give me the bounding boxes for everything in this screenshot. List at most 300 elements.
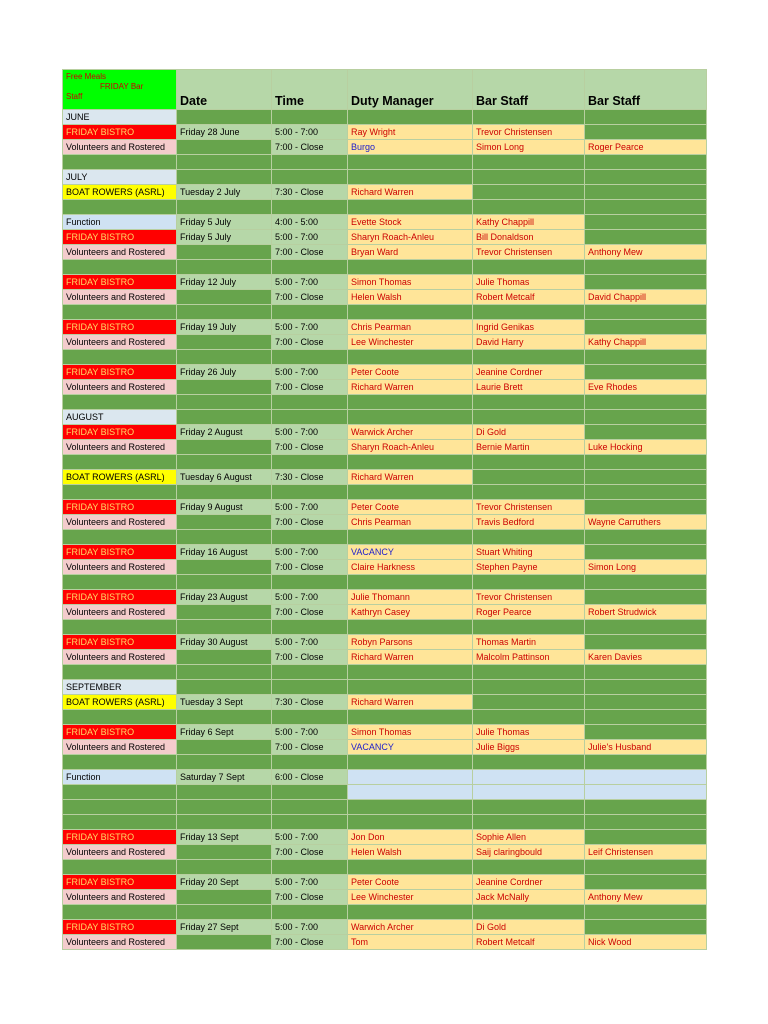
event-label-cell[interactable]: Volunteers and Rostered bbox=[63, 380, 177, 395]
event-label-cell[interactable] bbox=[63, 155, 177, 170]
bar-staff-1-cell[interactable]: Thomas Martin bbox=[473, 635, 585, 650]
bar-staff-1-cell[interactable]: Julie Thomas bbox=[473, 275, 585, 290]
time-cell[interactable]: 7:00 - Close bbox=[272, 245, 348, 260]
bar-staff-2-cell[interactable]: Karen Davies bbox=[585, 650, 707, 665]
bar-staff-1-cell[interactable] bbox=[473, 770, 585, 785]
time-cell[interactable] bbox=[272, 755, 348, 770]
bar-staff-1-cell[interactable]: Malcolm Pattinson bbox=[473, 650, 585, 665]
date-cell[interactable]: Friday 23 August bbox=[177, 590, 272, 605]
bar-staff-2-cell[interactable]: Roger Pearce bbox=[585, 140, 707, 155]
event-label-cell[interactable]: Volunteers and Rostered bbox=[63, 845, 177, 860]
time-cell[interactable]: 5:00 - 7:00 bbox=[272, 725, 348, 740]
duty-manager-cell[interactable]: Bryan Ward bbox=[348, 245, 473, 260]
duty-manager-cell[interactable]: Helen Walsh bbox=[348, 845, 473, 860]
date-cell[interactable] bbox=[177, 710, 272, 725]
bar-staff-1-cell[interactable]: Di Gold bbox=[473, 425, 585, 440]
event-label-cell[interactable]: Volunteers and Rostered bbox=[63, 290, 177, 305]
bar-staff-1-cell[interactable]: Travis Bedford bbox=[473, 515, 585, 530]
time-cell[interactable]: 5:00 - 7:00 bbox=[272, 365, 348, 380]
date-cell[interactable] bbox=[177, 650, 272, 665]
date-cell[interactable] bbox=[177, 680, 272, 695]
bar-staff-1-cell[interactable]: Jeanine Cordner bbox=[473, 875, 585, 890]
date-cell[interactable] bbox=[177, 395, 272, 410]
time-cell[interactable]: 5:00 - 7:00 bbox=[272, 275, 348, 290]
date-cell[interactable] bbox=[177, 560, 272, 575]
event-label-cell[interactable]: FRIDAY BISTRO bbox=[63, 230, 177, 245]
bar-staff-2-cell[interactable] bbox=[585, 170, 707, 185]
duty-manager-cell[interactable] bbox=[348, 575, 473, 590]
duty-manager-cell[interactable]: Robyn Parsons bbox=[348, 635, 473, 650]
date-cell[interactable]: Friday 12 July bbox=[177, 275, 272, 290]
time-cell[interactable]: 5:00 - 7:00 bbox=[272, 545, 348, 560]
duty-manager-cell[interactable]: Richard Warren bbox=[348, 695, 473, 710]
time-cell[interactable] bbox=[272, 110, 348, 125]
bar-staff-2-cell[interactable] bbox=[585, 470, 707, 485]
bar-staff-2-cell[interactable] bbox=[585, 110, 707, 125]
duty-manager-cell[interactable]: Kathryn Casey bbox=[348, 605, 473, 620]
time-cell[interactable]: 7:00 - Close bbox=[272, 605, 348, 620]
time-cell[interactable]: 5:00 - 7:00 bbox=[272, 635, 348, 650]
event-label-cell[interactable] bbox=[63, 455, 177, 470]
date-cell[interactable] bbox=[177, 890, 272, 905]
bar-staff-1-cell[interactable]: Saij claringbould bbox=[473, 845, 585, 860]
date-cell[interactable]: Friday 20 Sept bbox=[177, 875, 272, 890]
duty-manager-cell[interactable]: Peter Coote bbox=[348, 500, 473, 515]
duty-manager-cell[interactable] bbox=[348, 305, 473, 320]
bar-staff-2-cell[interactable]: Kathy Chappill bbox=[585, 335, 707, 350]
date-cell[interactable] bbox=[177, 845, 272, 860]
date-cell[interactable]: Friday 6 Sept bbox=[177, 725, 272, 740]
time-cell[interactable]: 7:00 - Close bbox=[272, 515, 348, 530]
event-label-cell[interactable] bbox=[63, 395, 177, 410]
time-cell[interactable] bbox=[272, 665, 348, 680]
duty-manager-cell[interactable]: Chris Pearman bbox=[348, 320, 473, 335]
duty-manager-cell[interactable]: Lee Winchester bbox=[348, 335, 473, 350]
bar-staff-2-cell[interactable]: Leif Christensen bbox=[585, 845, 707, 860]
bar-staff-1-cell[interactable]: Julie Thomas bbox=[473, 725, 585, 740]
event-label-cell[interactable]: Volunteers and Rostered bbox=[63, 335, 177, 350]
time-cell[interactable]: 7:00 - Close bbox=[272, 845, 348, 860]
date-cell[interactable] bbox=[177, 305, 272, 320]
time-cell[interactable]: 6:00 - Close bbox=[272, 770, 348, 785]
bar-staff-2-cell[interactable] bbox=[585, 125, 707, 140]
bar-staff-1-cell[interactable]: Jeanine Cordner bbox=[473, 365, 585, 380]
event-label-cell[interactable] bbox=[63, 755, 177, 770]
bar-staff-2-cell[interactable] bbox=[585, 830, 707, 845]
date-cell[interactable] bbox=[177, 245, 272, 260]
duty-manager-cell[interactable]: Chris Pearman bbox=[348, 515, 473, 530]
time-cell[interactable]: 5:00 - 7:00 bbox=[272, 230, 348, 245]
bar-staff-1-cell[interactable]: Trevor Christensen bbox=[473, 245, 585, 260]
bar-staff-2-cell[interactable] bbox=[585, 695, 707, 710]
time-cell[interactable] bbox=[272, 395, 348, 410]
duty-manager-cell[interactable] bbox=[348, 260, 473, 275]
duty-manager-cell[interactable] bbox=[348, 530, 473, 545]
event-label-cell[interactable]: FRIDAY BISTRO bbox=[63, 590, 177, 605]
time-cell[interactable] bbox=[272, 860, 348, 875]
duty-manager-cell[interactable] bbox=[348, 755, 473, 770]
bar-staff-1-cell[interactable]: Roger Pearce bbox=[473, 605, 585, 620]
event-label-cell[interactable]: SEPTEMBER bbox=[63, 680, 177, 695]
date-cell[interactable]: Tuesday 6 August bbox=[177, 470, 272, 485]
time-cell[interactable]: 7:00 - Close bbox=[272, 335, 348, 350]
date-cell[interactable] bbox=[177, 110, 272, 125]
duty-manager-cell[interactable] bbox=[348, 620, 473, 635]
date-cell[interactable] bbox=[177, 935, 272, 950]
event-label-cell[interactable]: FRIDAY BISTRO bbox=[63, 125, 177, 140]
bar-staff-1-cell[interactable]: Laurie Brett bbox=[473, 380, 585, 395]
duty-manager-cell[interactable] bbox=[348, 860, 473, 875]
bar-staff-1-cell[interactable]: Stuart Whiting bbox=[473, 545, 585, 560]
bar-staff-2-cell[interactable]: Luke Hocking bbox=[585, 440, 707, 455]
event-label-cell[interactable]: FRIDAY BISTRO bbox=[63, 320, 177, 335]
duty-manager-cell[interactable] bbox=[348, 485, 473, 500]
duty-manager-cell[interactable]: Simon Thomas bbox=[348, 275, 473, 290]
date-cell[interactable] bbox=[177, 515, 272, 530]
date-cell[interactable]: Friday 28 June bbox=[177, 125, 272, 140]
date-cell[interactable] bbox=[177, 350, 272, 365]
date-cell[interactable] bbox=[177, 260, 272, 275]
bar-staff-2-cell[interactable] bbox=[585, 800, 707, 815]
bar-staff-2-cell[interactable]: Anthony Mew bbox=[585, 245, 707, 260]
bar-staff-2-cell[interactable]: Nick Wood bbox=[585, 935, 707, 950]
bar-staff-2-cell[interactable] bbox=[585, 875, 707, 890]
duty-manager-cell[interactable] bbox=[348, 710, 473, 725]
time-cell[interactable]: 7:00 - Close bbox=[272, 290, 348, 305]
bar-staff-2-cell[interactable] bbox=[585, 200, 707, 215]
time-cell[interactable] bbox=[272, 170, 348, 185]
bar-staff-1-cell[interactable] bbox=[473, 395, 585, 410]
event-label-cell[interactable]: FRIDAY BISTRO bbox=[63, 500, 177, 515]
duty-manager-cell[interactable]: Jon Don bbox=[348, 830, 473, 845]
duty-manager-cell[interactable]: Warwick Archer bbox=[348, 425, 473, 440]
bar-staff-1-cell[interactable] bbox=[473, 110, 585, 125]
event-label-cell[interactable]: Volunteers and Rostered bbox=[63, 935, 177, 950]
time-cell[interactable]: 7:00 - Close bbox=[272, 650, 348, 665]
event-label-cell[interactable] bbox=[63, 710, 177, 725]
bar-staff-2-cell[interactable]: Wayne Carruthers bbox=[585, 515, 707, 530]
bar-staff-1-cell[interactable] bbox=[473, 860, 585, 875]
bar-staff-2-cell[interactable]: Robert Strudwick bbox=[585, 605, 707, 620]
event-label-cell[interactable]: FRIDAY BISTRO bbox=[63, 875, 177, 890]
event-label-cell[interactable] bbox=[63, 200, 177, 215]
time-cell[interactable] bbox=[272, 155, 348, 170]
duty-manager-cell[interactable]: Helen Walsh bbox=[348, 290, 473, 305]
bar-staff-2-cell[interactable] bbox=[585, 215, 707, 230]
bar-staff-2-cell[interactable]: Eve Rhodes bbox=[585, 380, 707, 395]
event-label-cell[interactable]: FRIDAY BISTRO bbox=[63, 365, 177, 380]
time-cell[interactable]: 7:00 - Close bbox=[272, 935, 348, 950]
event-label-cell[interactable]: BOAT ROWERS (ASRL) bbox=[63, 695, 177, 710]
time-cell[interactable]: 5:00 - 7:00 bbox=[272, 125, 348, 140]
bar-staff-2-cell[interactable] bbox=[585, 725, 707, 740]
bar-staff-2-cell[interactable] bbox=[585, 755, 707, 770]
duty-manager-cell[interactable]: Warwich Archer bbox=[348, 920, 473, 935]
duty-manager-cell[interactable]: Ray Wright bbox=[348, 125, 473, 140]
duty-manager-cell[interactable]: Simon Thomas bbox=[348, 725, 473, 740]
bar-staff-2-cell[interactable] bbox=[585, 665, 707, 680]
header-bar-staff-2[interactable]: Bar Staff bbox=[585, 70, 707, 110]
date-cell[interactable] bbox=[177, 200, 272, 215]
event-label-cell[interactable] bbox=[63, 350, 177, 365]
bar-staff-1-cell[interactable]: Trevor Christensen bbox=[473, 590, 585, 605]
time-cell[interactable]: 5:00 - 7:00 bbox=[272, 500, 348, 515]
date-cell[interactable] bbox=[177, 575, 272, 590]
event-label-cell[interactable] bbox=[63, 815, 177, 830]
bar-staff-2-cell[interactable] bbox=[585, 155, 707, 170]
bar-staff-2-cell[interactable] bbox=[585, 575, 707, 590]
event-label-cell[interactable] bbox=[63, 800, 177, 815]
header-time[interactable]: Time bbox=[272, 70, 348, 110]
bar-staff-1-cell[interactable]: Trevor Christensen bbox=[473, 500, 585, 515]
event-label-cell[interactable]: Function bbox=[63, 770, 177, 785]
date-cell[interactable] bbox=[177, 620, 272, 635]
date-cell[interactable] bbox=[177, 485, 272, 500]
duty-manager-cell[interactable] bbox=[348, 200, 473, 215]
bar-staff-2-cell[interactable] bbox=[585, 485, 707, 500]
duty-manager-cell[interactable] bbox=[348, 455, 473, 470]
date-cell[interactable]: Tuesday 3 Sept bbox=[177, 695, 272, 710]
date-cell[interactable]: Friday 5 July bbox=[177, 215, 272, 230]
date-cell[interactable] bbox=[177, 785, 272, 800]
bar-staff-2-cell[interactable] bbox=[585, 620, 707, 635]
bar-staff-1-cell[interactable]: Bernie Martin bbox=[473, 440, 585, 455]
event-label-cell[interactable] bbox=[63, 905, 177, 920]
duty-manager-cell[interactable]: Richard Warren bbox=[348, 380, 473, 395]
bar-staff-1-cell[interactable] bbox=[473, 575, 585, 590]
time-cell[interactable]: 7:30 - Close bbox=[272, 695, 348, 710]
time-cell[interactable] bbox=[272, 305, 348, 320]
bar-staff-1-cell[interactable] bbox=[473, 155, 585, 170]
duty-manager-cell[interactable] bbox=[348, 815, 473, 830]
header-date[interactable]: Date bbox=[177, 70, 272, 110]
time-cell[interactable]: 7:00 - Close bbox=[272, 140, 348, 155]
bar-staff-1-cell[interactable] bbox=[473, 470, 585, 485]
bar-staff-2-cell[interactable] bbox=[585, 500, 707, 515]
header-duty-manager[interactable]: Duty Manager bbox=[348, 70, 473, 110]
duty-manager-cell[interactable]: Tom bbox=[348, 935, 473, 950]
bar-staff-1-cell[interactable]: Ingrid Genikas bbox=[473, 320, 585, 335]
date-cell[interactable] bbox=[177, 140, 272, 155]
duty-manager-cell[interactable]: Richard Warren bbox=[348, 470, 473, 485]
time-cell[interactable] bbox=[272, 410, 348, 425]
bar-staff-1-cell[interactable] bbox=[473, 680, 585, 695]
date-cell[interactable] bbox=[177, 335, 272, 350]
time-cell[interactable] bbox=[272, 815, 348, 830]
duty-manager-cell[interactable] bbox=[348, 350, 473, 365]
bar-staff-1-cell[interactable] bbox=[473, 455, 585, 470]
event-label-cell[interactable]: FRIDAY BISTRO bbox=[63, 545, 177, 560]
bar-staff-2-cell[interactable] bbox=[585, 365, 707, 380]
time-cell[interactable] bbox=[272, 680, 348, 695]
bar-staff-1-cell[interactable]: Stephen Payne bbox=[473, 560, 585, 575]
event-label-cell[interactable]: Volunteers and Rostered bbox=[63, 605, 177, 620]
bar-staff-2-cell[interactable] bbox=[585, 260, 707, 275]
time-cell[interactable] bbox=[272, 800, 348, 815]
bar-staff-1-cell[interactable]: Simon Long bbox=[473, 140, 585, 155]
event-label-cell[interactable]: FRIDAY BISTRO bbox=[63, 425, 177, 440]
date-cell[interactable]: Saturday 7 Sept bbox=[177, 770, 272, 785]
event-label-cell[interactable]: JULY bbox=[63, 170, 177, 185]
bar-staff-1-cell[interactable]: Trevor Christensen bbox=[473, 125, 585, 140]
bar-staff-1-cell[interactable]: Kathy Chappill bbox=[473, 215, 585, 230]
event-label-cell[interactable] bbox=[63, 530, 177, 545]
bar-staff-2-cell[interactable] bbox=[585, 185, 707, 200]
duty-manager-cell[interactable]: Richard Warren bbox=[348, 650, 473, 665]
duty-manager-cell[interactable]: Sharyn Roach-Anleu bbox=[348, 230, 473, 245]
duty-manager-cell[interactable] bbox=[348, 410, 473, 425]
event-label-cell[interactable]: FRIDAY BISTRO bbox=[63, 275, 177, 290]
time-cell[interactable]: 7:00 - Close bbox=[272, 740, 348, 755]
bar-staff-2-cell[interactable] bbox=[585, 305, 707, 320]
event-label-cell[interactable]: JUNE bbox=[63, 110, 177, 125]
bar-staff-2-cell[interactable]: David Chappill bbox=[585, 290, 707, 305]
duty-manager-cell[interactable] bbox=[348, 665, 473, 680]
time-cell[interactable]: 5:00 - 7:00 bbox=[272, 920, 348, 935]
bar-staff-2-cell[interactable] bbox=[585, 785, 707, 800]
bar-staff-1-cell[interactable] bbox=[473, 410, 585, 425]
bar-staff-1-cell[interactable] bbox=[473, 815, 585, 830]
event-label-cell[interactable] bbox=[63, 485, 177, 500]
event-label-cell[interactable]: FRIDAY BISTRO bbox=[63, 725, 177, 740]
bar-staff-2-cell[interactable] bbox=[585, 455, 707, 470]
bar-staff-2-cell[interactable]: Simon Long bbox=[585, 560, 707, 575]
bar-staff-2-cell[interactable] bbox=[585, 920, 707, 935]
bar-staff-1-cell[interactable]: Robert Metcalf bbox=[473, 935, 585, 950]
date-cell[interactable] bbox=[177, 905, 272, 920]
bar-staff-2-cell[interactable] bbox=[585, 545, 707, 560]
header-corner-cell[interactable] bbox=[63, 70, 177, 110]
time-cell[interactable] bbox=[272, 785, 348, 800]
bar-staff-1-cell[interactable] bbox=[473, 800, 585, 815]
duty-manager-cell[interactable]: Peter Coote bbox=[348, 875, 473, 890]
bar-staff-1-cell[interactable] bbox=[473, 170, 585, 185]
date-cell[interactable]: Friday 5 July bbox=[177, 230, 272, 245]
date-cell[interactable] bbox=[177, 440, 272, 455]
event-label-cell[interactable]: Volunteers and Rostered bbox=[63, 740, 177, 755]
time-cell[interactable]: 7:00 - Close bbox=[272, 560, 348, 575]
time-cell[interactable] bbox=[272, 620, 348, 635]
date-cell[interactable] bbox=[177, 605, 272, 620]
time-cell[interactable] bbox=[272, 905, 348, 920]
bar-staff-2-cell[interactable] bbox=[585, 320, 707, 335]
date-cell[interactable]: Friday 13 Sept bbox=[177, 830, 272, 845]
date-cell[interactable] bbox=[177, 665, 272, 680]
date-cell[interactable] bbox=[177, 170, 272, 185]
time-cell[interactable]: 7:30 - Close bbox=[272, 470, 348, 485]
event-label-cell[interactable]: FRIDAY BISTRO bbox=[63, 635, 177, 650]
date-cell[interactable] bbox=[177, 800, 272, 815]
duty-manager-cell[interactable] bbox=[348, 395, 473, 410]
bar-staff-2-cell[interactable] bbox=[585, 230, 707, 245]
event-label-cell[interactable]: Function bbox=[63, 215, 177, 230]
duty-manager-cell[interactable] bbox=[348, 110, 473, 125]
date-cell[interactable]: Friday 30 August bbox=[177, 635, 272, 650]
event-label-cell[interactable]: Volunteers and Rostered bbox=[63, 440, 177, 455]
bar-staff-1-cell[interactable] bbox=[473, 695, 585, 710]
duty-manager-cell[interactable]: Burgo bbox=[348, 140, 473, 155]
bar-staff-2-cell[interactable] bbox=[585, 860, 707, 875]
duty-manager-cell[interactable]: Julie Thomann bbox=[348, 590, 473, 605]
date-cell[interactable] bbox=[177, 155, 272, 170]
time-cell[interactable]: 5:00 - 7:00 bbox=[272, 590, 348, 605]
duty-manager-cell[interactable]: VACANCY bbox=[348, 740, 473, 755]
bar-staff-2-cell[interactable] bbox=[585, 425, 707, 440]
time-cell[interactable]: 4:00 - 5:00 bbox=[272, 215, 348, 230]
bar-staff-1-cell[interactable] bbox=[473, 485, 585, 500]
date-cell[interactable]: Friday 16 August bbox=[177, 545, 272, 560]
time-cell[interactable]: 5:00 - 7:00 bbox=[272, 830, 348, 845]
bar-staff-1-cell[interactable] bbox=[473, 305, 585, 320]
bar-staff-2-cell[interactable] bbox=[585, 710, 707, 725]
date-cell[interactable]: Friday 27 Sept bbox=[177, 920, 272, 935]
event-label-cell[interactable]: BOAT ROWERS (ASRL) bbox=[63, 185, 177, 200]
duty-manager-cell[interactable]: VACANCY bbox=[348, 545, 473, 560]
time-cell[interactable] bbox=[272, 455, 348, 470]
bar-staff-1-cell[interactable] bbox=[473, 905, 585, 920]
event-label-cell[interactable]: Volunteers and Rostered bbox=[63, 515, 177, 530]
bar-staff-1-cell[interactable] bbox=[473, 200, 585, 215]
date-cell[interactable]: Friday 9 August bbox=[177, 500, 272, 515]
time-cell[interactable]: 7:00 - Close bbox=[272, 440, 348, 455]
event-label-cell[interactable] bbox=[63, 305, 177, 320]
duty-manager-cell[interactable]: Sharyn Roach-Anleu bbox=[348, 440, 473, 455]
duty-manager-cell[interactable]: Richard Warren bbox=[348, 185, 473, 200]
bar-staff-1-cell[interactable]: Julie Biggs bbox=[473, 740, 585, 755]
duty-manager-cell[interactable] bbox=[348, 680, 473, 695]
date-cell[interactable]: Friday 19 July bbox=[177, 320, 272, 335]
event-label-cell[interactable]: BOAT ROWERS (ASRL) bbox=[63, 470, 177, 485]
duty-manager-cell[interactable] bbox=[348, 770, 473, 785]
bar-staff-2-cell[interactable] bbox=[585, 680, 707, 695]
bar-staff-1-cell[interactable] bbox=[473, 350, 585, 365]
event-label-cell[interactable] bbox=[63, 260, 177, 275]
event-label-cell[interactable]: FRIDAY BISTRO bbox=[63, 830, 177, 845]
duty-manager-cell[interactable]: Evette Stock bbox=[348, 215, 473, 230]
time-cell[interactable]: 7:30 - Close bbox=[272, 185, 348, 200]
event-label-cell[interactable]: Volunteers and Rostered bbox=[63, 560, 177, 575]
time-cell[interactable] bbox=[272, 350, 348, 365]
bar-staff-1-cell[interactable] bbox=[473, 785, 585, 800]
bar-staff-1-cell[interactable]: Di Gold bbox=[473, 920, 585, 935]
duty-manager-cell[interactable] bbox=[348, 785, 473, 800]
event-label-cell[interactable]: Volunteers and Rostered bbox=[63, 140, 177, 155]
duty-manager-cell[interactable]: Lee Winchester bbox=[348, 890, 473, 905]
bar-staff-1-cell[interactable] bbox=[473, 755, 585, 770]
time-cell[interactable] bbox=[272, 200, 348, 215]
date-cell[interactable] bbox=[177, 380, 272, 395]
date-cell[interactable] bbox=[177, 455, 272, 470]
header-bar-staff-1[interactable]: Bar Staff bbox=[473, 70, 585, 110]
duty-manager-cell[interactable] bbox=[348, 155, 473, 170]
bar-staff-2-cell[interactable]: Julie's Husband bbox=[585, 740, 707, 755]
time-cell[interactable]: 5:00 - 7:00 bbox=[272, 425, 348, 440]
date-cell[interactable]: Tuesday 2 July bbox=[177, 185, 272, 200]
event-label-cell[interactable] bbox=[63, 665, 177, 680]
time-cell[interactable] bbox=[272, 710, 348, 725]
event-label-cell[interactable]: AUGUST bbox=[63, 410, 177, 425]
bar-staff-1-cell[interactable] bbox=[473, 665, 585, 680]
bar-staff-1-cell[interactable]: Bill Donaldson bbox=[473, 230, 585, 245]
time-cell[interactable]: 7:00 - Close bbox=[272, 890, 348, 905]
bar-staff-2-cell[interactable] bbox=[585, 905, 707, 920]
bar-staff-2-cell[interactable] bbox=[585, 410, 707, 425]
bar-staff-1-cell[interactable] bbox=[473, 530, 585, 545]
bar-staff-1-cell[interactable]: David Harry bbox=[473, 335, 585, 350]
date-cell[interactable] bbox=[177, 410, 272, 425]
date-cell[interactable]: Friday 2 August bbox=[177, 425, 272, 440]
duty-manager-cell[interactable]: Peter Coote bbox=[348, 365, 473, 380]
